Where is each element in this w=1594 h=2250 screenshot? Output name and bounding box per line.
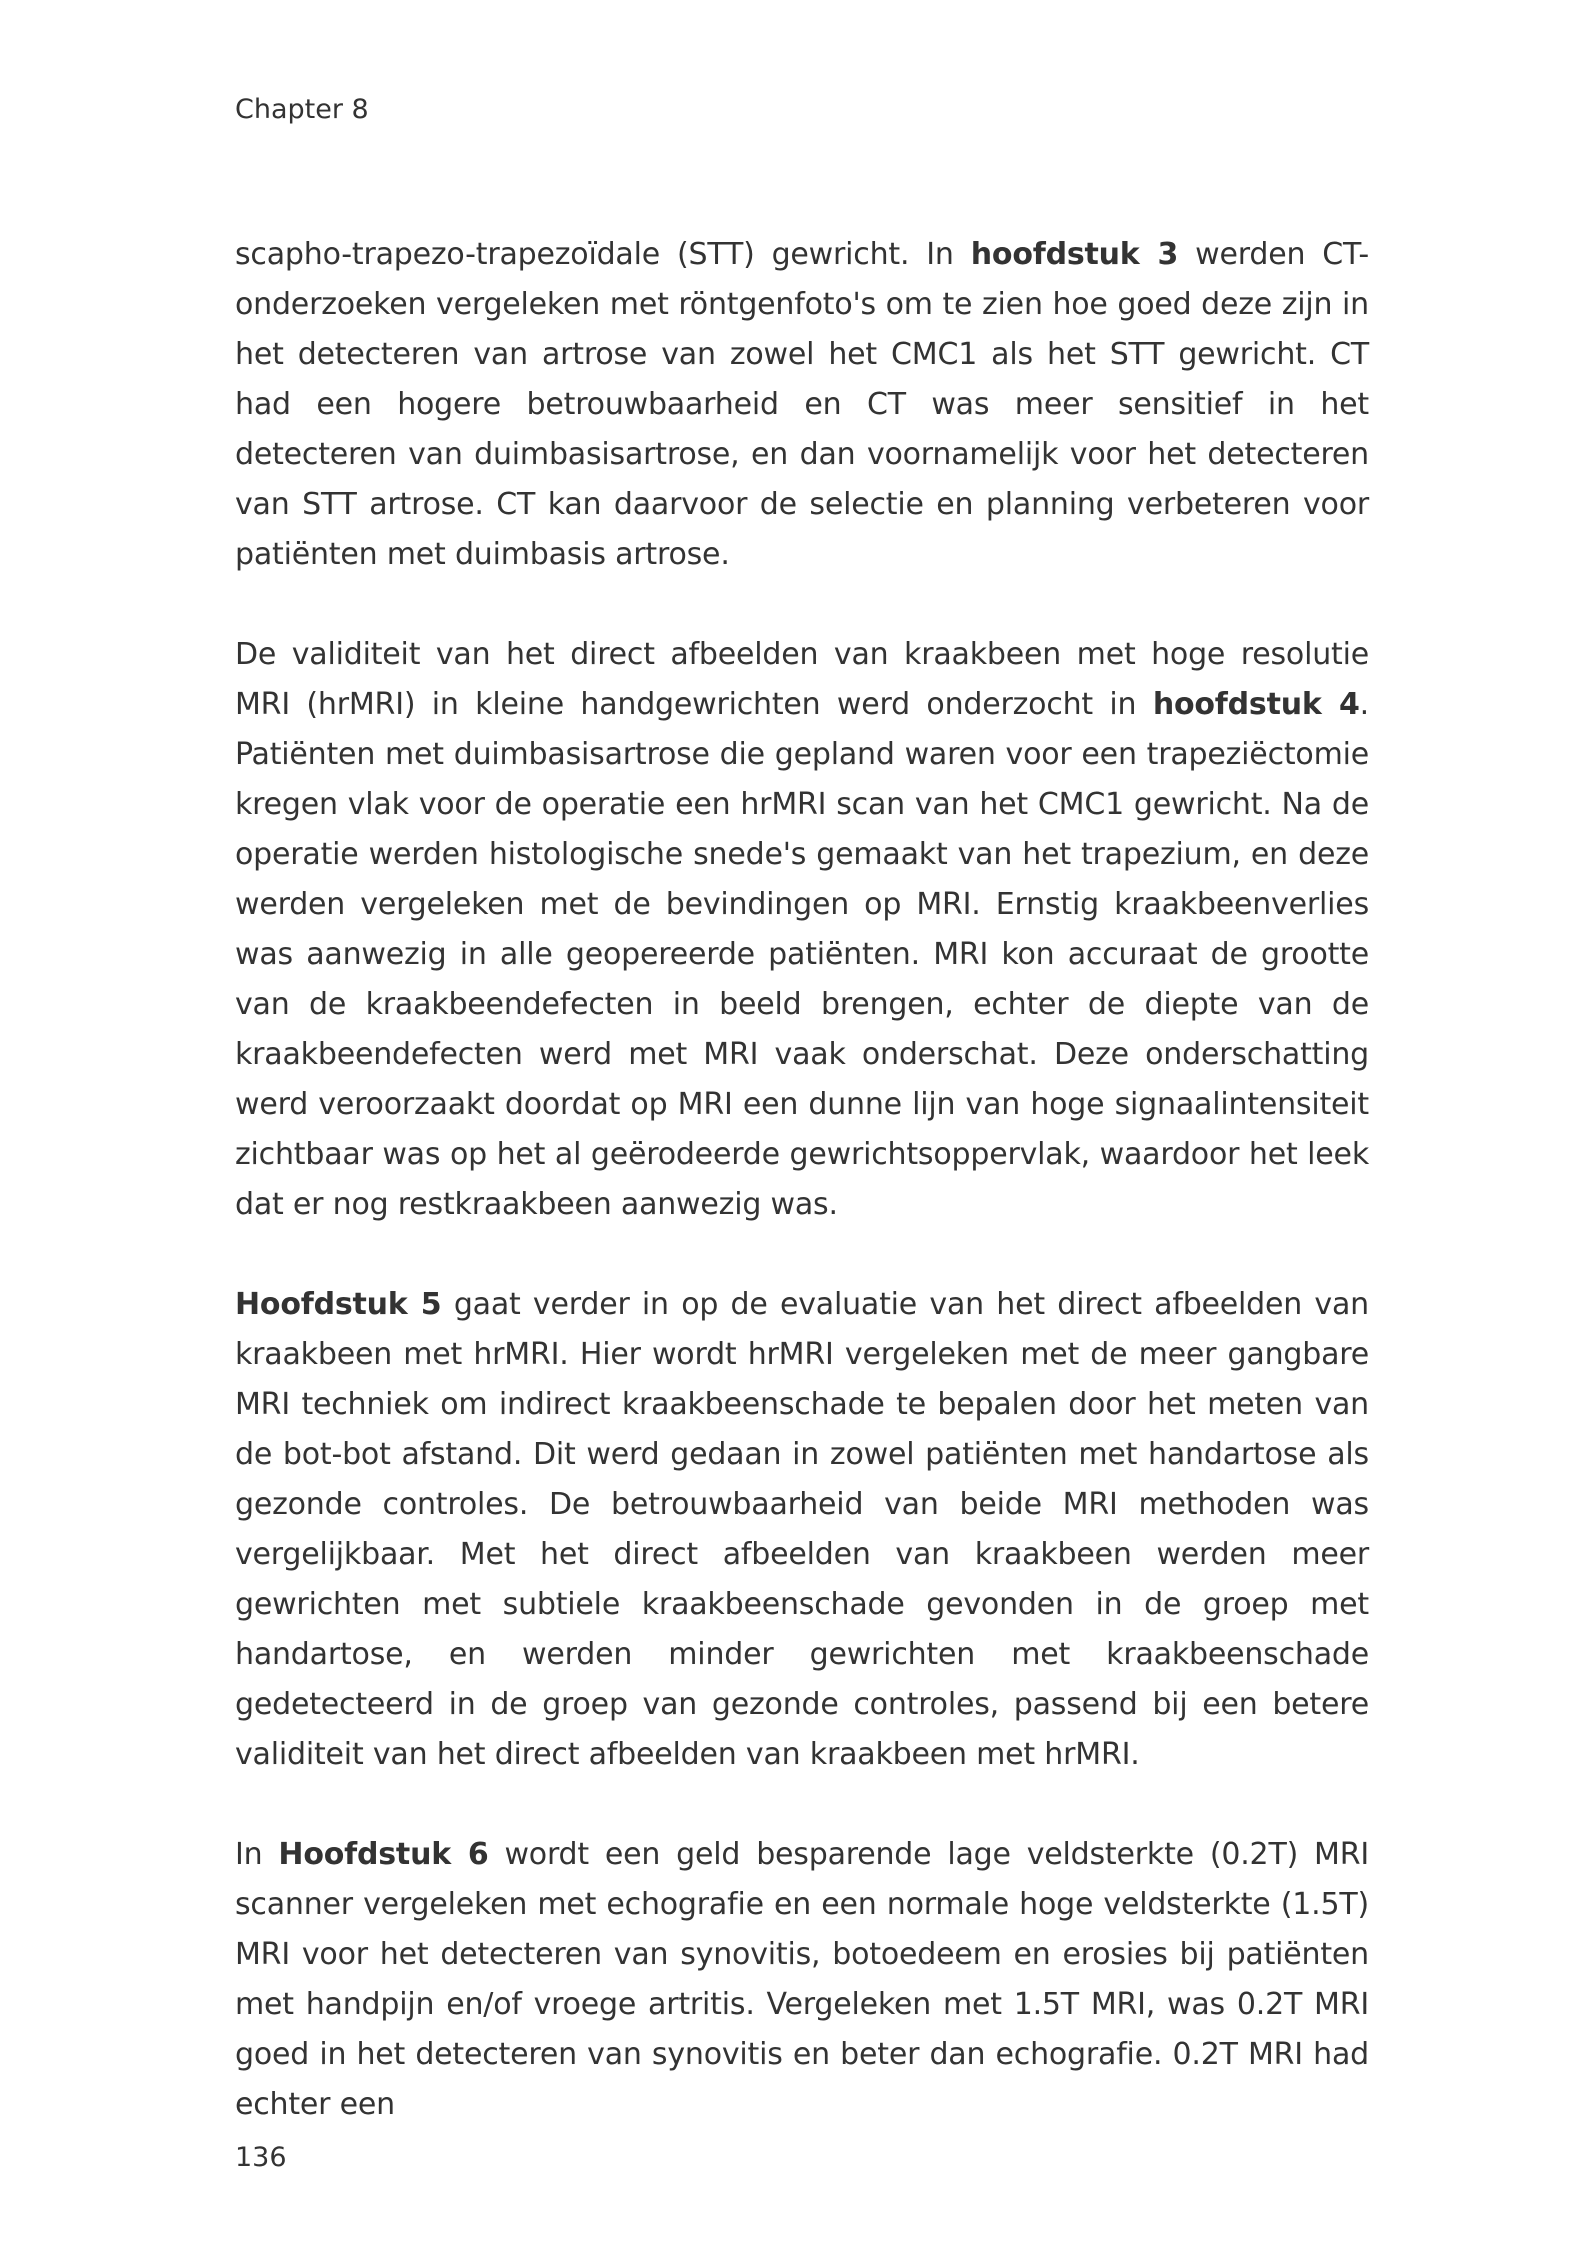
bold-chapter-reference: Hoofdstuk 5 [235,1287,442,1322]
bold-chapter-reference: Hoofdstuk 6 [278,1837,489,1872]
text-run: gaat verder in op de evaluatie van het direct afbeelden van kraakbeen met hrMRI. Hier wordt hrMRI vergeleken met de meer gangbare MRI techniek om indirect kraakbeenschade te bepalen door het meten van de bot-bot afstand. Dit werd gedaan in zowel patiënten met handartose als gezonde controles. De betrouwbaarheid van beide MRI methoden was vergelijkbaar. Met het direct afbeelden van kraakbeen werden meer gewrichten met subtiele kraakbeenschade gevonden in de groep met handartose, en werden minder gewrichten met kraakbeenschade gedetecteerd in de groep van gezonde controles, passend bij een betere validiteit van het direct afbeelden van kraakbeen met hrMRI. [235,1287,1369,1772]
text-run: In [235,1837,279,1872]
page-number: 136 [235,2142,287,2173]
text-run: . Patiënten met duimbasisartrose die gepland waren voor een trapeziëctomie kregen vlak voor de operatie een hrMRI scan van het CMC1 gewricht. Na de operatie werden histologische snede's gemaakt van het trapezium, en deze werden vergeleken met de bevindingen op MRI. Ernstig kraakbeenverlies was aanwezig in alle geopereerde patiënten. MRI kon accuraat de grootte van de kraakbeendefecten in beeld brengen, echter de diepte van de kraakbeendefecten werd met MRI vaak onderschat. Deze onderschatting werd veroorzaakt doordat op MRI een dunne lijn van hoge signaalintensiteit zichtbaar was op het al geërodeerde gewrichtsoppervlak, waardoor het leek dat er nog restkraakbeen aanwezig was. [235,687,1370,1222]
paragraph-hoofdstuk-5 [235,1280,1369,1780]
text-run: wordt een geld besparende lage veldsterkte (0.2T) MRI scanner vergeleken met echografie en een normale hoge veldsterkte (1.5T) MRI voor het detecteren van synovitis, botoedeem en erosies bij patiënten met handpijn en/of vroege artritis. Vergeleken met 1.5T MRI, was 0.2T MRI goed in het detecteren van synovitis en beter dan echografie. 0.2T MRI had echter een [235,1837,1369,2122]
paragraph-hoofdstuk-3 [235,230,1369,580]
body-text [235,230,1369,2180]
text-run: werden CT-onderzoeken vergeleken met röntgenfoto's om te zien hoe goed deze zijn in het detecteren van artrose van zowel het CMC1 als het STT gewricht. CT had een hogere betrouwbaarheid en CT was meer sensitief in het detecteren van duimbasisartrose, en dan voornamelijk voor het detecteren van STT artrose. CT kan daarvoor de selectie en planning verbeteren voor patiënten met duimbasis artrose. [235,237,1370,572]
paragraph-hoofdstuk-6 [235,1830,1369,2130]
text-run: scapho-trapezo-trapezoïdale (STT) gewricht. In [235,237,971,272]
running-header: Chapter 8 [235,94,369,125]
paragraph-hoofdstuk-4 [235,630,1369,1230]
bold-chapter-reference: hoofdstuk 3 [970,237,1179,272]
text-run: De validiteit van het direct afbeelden van kraakbeen met hoge resolutie MRI (hrMRI) in kleine handgewrichten werd onderzocht in [235,637,1369,722]
bold-chapter-reference: hoofdstuk 4 [1152,687,1360,722]
